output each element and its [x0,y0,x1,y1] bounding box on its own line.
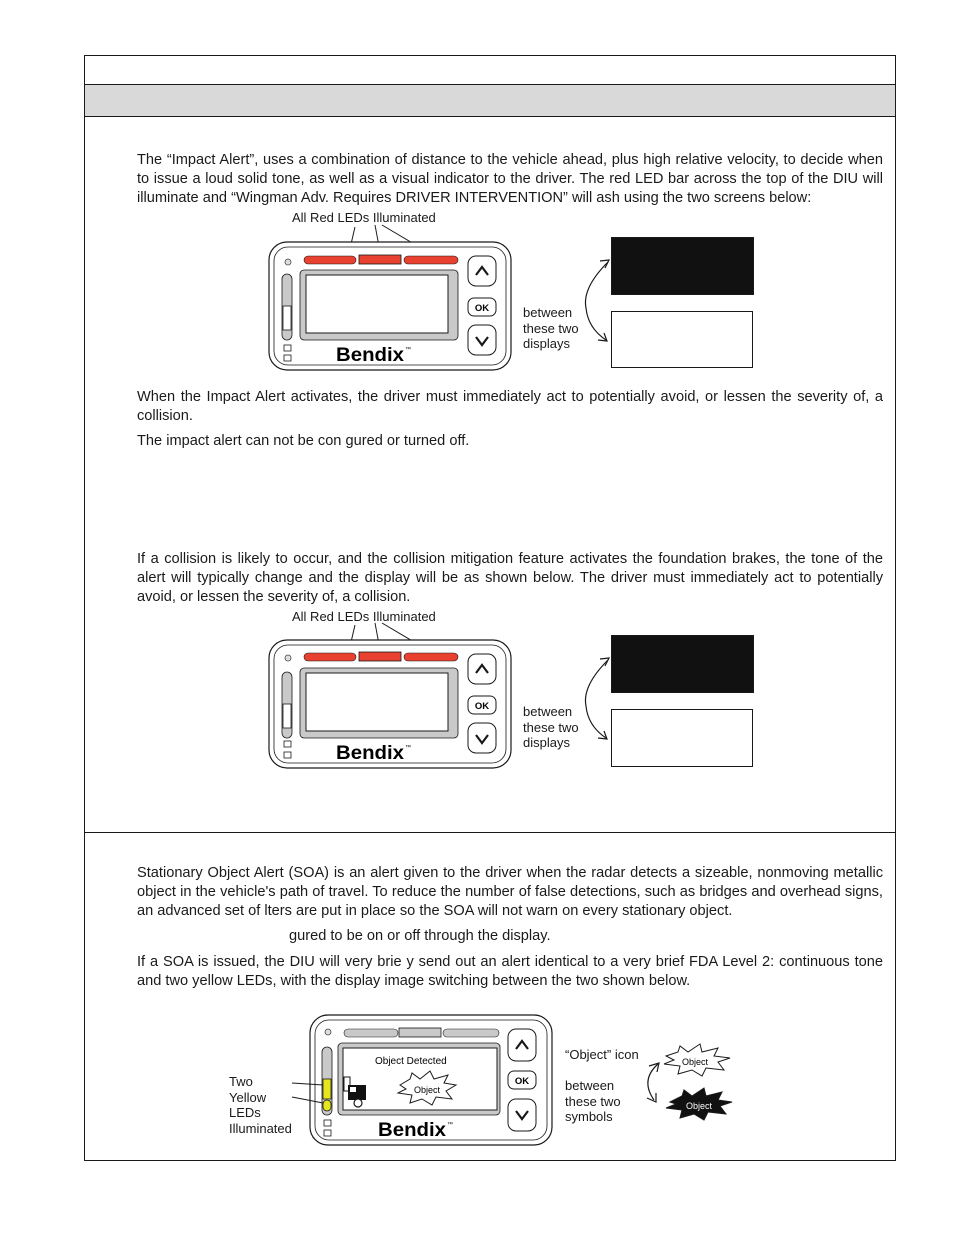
collision-mitigation-intro: If a collision is likely to occur, and the collision mitigation feature activates the foundation brakes, the tone of the alert will typically change and the display will be as shown below. The driver must immediately act to potentially avoid, or lessen the severity of, a collision. [137,551,883,605]
soa-para3: If a SOA is issued, the DIU will very brie y send out an alert identical to a very brief FDA Level 2: continuous tone and two yellow LEDs, with the display image switching between the two shown below. [137,954,883,989]
svg-text:Object: Object [681,1057,709,1067]
section-divider [85,832,895,833]
between-label-2: between these two displays [523,704,579,750]
section-header-band [85,84,895,117]
red-led-center [359,652,401,661]
screen-object-detected: Object Detected [375,1056,447,1067]
diu-device-2 [268,620,512,770]
red-led-label-1: All Red LEDs Illuminated [292,210,436,225]
red-led-right [404,653,458,661]
red-led-left [304,256,356,264]
brand-logo: Bendix [336,345,405,366]
object-icon-pair [634,1040,744,1122]
screen-dark-1 [611,237,754,295]
ok-button-label: OK [474,701,490,712]
red-led-right [404,256,458,264]
svg-text:Object: Object [685,1101,713,1111]
ok-button-label: OK [474,303,490,314]
soa-para2: gured to be on or off through the display. [289,928,551,944]
switch-arrow-1 [578,258,612,344]
screen-light-1 [611,311,753,368]
yellow-led-label: Two Yellow LEDs Illuminated [229,1074,292,1136]
red-led-center [359,255,401,264]
brand-logo: Bendix [336,743,405,764]
impact-alert-intro: The “Impact Alert”, uses a combination of distance to the vehicle ahead, plus high relative velocity, to decide when to issue a loud solid tone, as well as a visual indicator to the driver. The red LED bar across the top of the DIU will illuminate and “Wingman Adv. Requires DRIVER INTERVENTION” will ash using the two screens below: [137,152,883,206]
switch-arrow-2 [578,656,612,742]
between-label-1: between these two displays [523,305,579,351]
object-word-screen: Object [413,1085,441,1095]
yellow-led [323,1079,331,1099]
screen-dark-2 [611,635,754,693]
red-led-left [304,653,356,661]
impact-alert-para3: The impact alert can not be con gured or turned off. [137,433,470,449]
object-icon-label: “Object” icon [565,1047,639,1062]
screen-light-2 [611,709,753,767]
page-frame [84,55,896,1161]
svg-text:™: ™ [405,745,411,751]
diu-device-1 [268,222,512,372]
soa-para1: Stationary Object Alert (SOA) is an alert given to the driver when the radar detects a sizeable, nonmoving metallic object in the vehicle's path of travel. To reduce the number of false detections, such as bridges and overhead signs, an advanced set of lters are put in place so the SOA will not warn on every stationary object. [137,865,883,919]
between-symbols-label: between these two symbols [565,1078,621,1124]
yellow-led [323,1100,331,1111]
svg-text:™: ™ [405,347,411,353]
impact-alert-para2: When the Impact Alert activates, the driver must immediately act to potentially avoid, or lessen the severity of, a collision. [137,389,883,424]
brand-logo: Bendix [378,1120,447,1141]
ok-button-label: OK [514,1076,530,1087]
red-led-label-2: All Red LEDs Illuminated [292,609,436,624]
svg-text:™: ™ [447,1122,453,1128]
